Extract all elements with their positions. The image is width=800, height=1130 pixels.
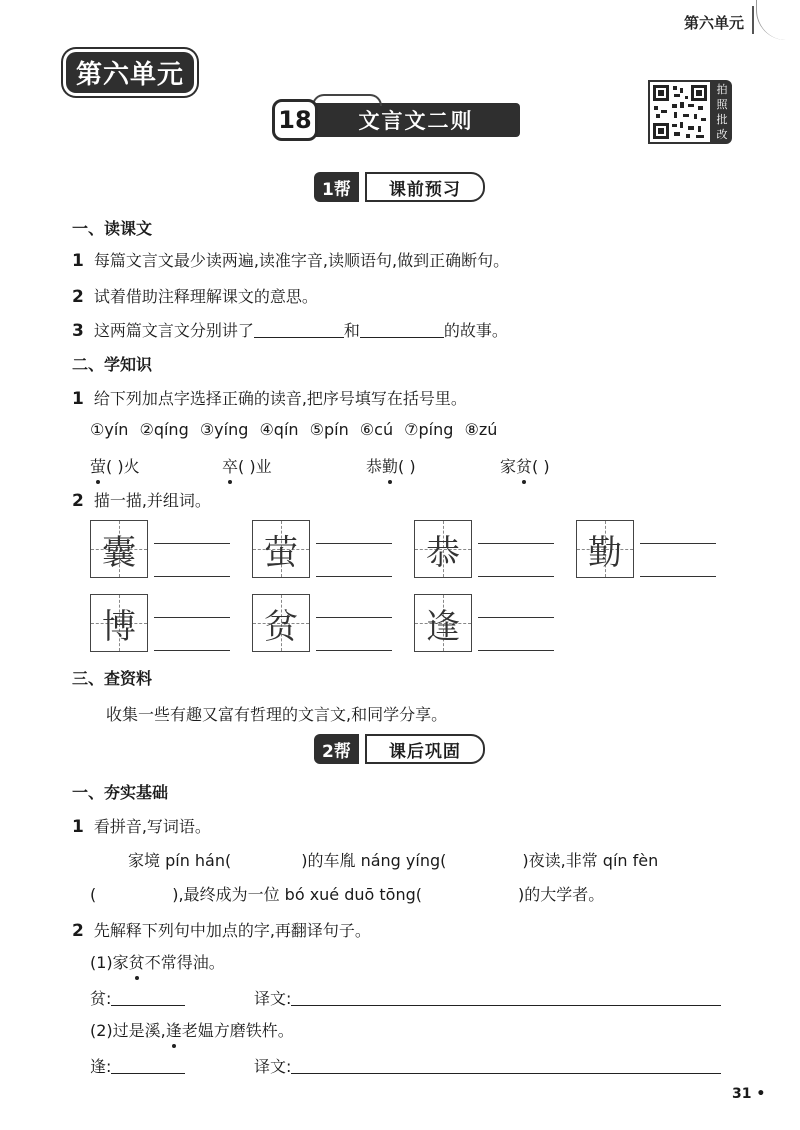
page-number: 31 • [732,1086,766,1102]
answer-blank[interactable] [254,322,344,338]
translation-blank[interactable] [291,990,721,1006]
section-badge-review [314,734,485,764]
lesson-number: 18 [272,99,318,141]
badge-label: 课后巩固 [365,734,485,764]
write-line[interactable] [640,543,716,544]
write-line[interactable] [154,543,230,544]
book-icon [312,94,382,106]
sentence-item: (2)过是溪,逢老媪方磨铁杵。 [90,1018,294,1041]
question-line: 1 每篇文言文最少读两遍,读准字音,读顺语句,做到正确断句。 [72,251,510,271]
task-text: 收集一些有趣又富有哲理的文言文,和同学分享。 [106,705,448,724]
section-heading: 一、夯实基础 [72,783,169,802]
photo-grading-tag: 拍照批改 [712,80,732,144]
write-line[interactable] [478,543,554,544]
answer-blank[interactable] [111,990,185,1006]
question-line: 2 描一描,并组词。 [72,491,211,511]
write-line[interactable] [478,617,554,618]
write-line[interactable] [316,650,392,651]
tracing-box[interactable]: 博 [90,594,148,652]
translation-blank[interactable] [291,1058,721,1074]
unit-title: 第六单元 [66,52,194,93]
pinyin-line: ( ),最终成为一位 bó xué duō tōng( )的大学者。 [90,885,605,904]
section-heading: 一、读课文 [72,219,153,238]
badge-label: 课前预习 [365,172,485,202]
question-line: 1 给下列加点字选择正确的读音,把序号填写在括号里。 [72,389,467,409]
write-line[interactable] [316,617,392,618]
badge-number: 1帮 [314,172,359,202]
section-badge-preview [314,172,485,202]
write-line[interactable] [316,543,392,544]
tracing-box[interactable]: 勤 [576,520,634,578]
write-line[interactable] [316,576,392,577]
sentence-item: (1)家贫不常得油。 [90,950,225,973]
word-item: 萤( )火 [90,454,140,477]
question-line: 1 看拼音,写词语。 [72,817,211,837]
question-line: 2 先解释下列句中加点的字,再翻译句子。 [72,921,371,941]
write-line[interactable] [478,650,554,651]
page-corner-decoration [756,0,800,40]
answer-blank[interactable] [360,322,444,338]
word-item: 恭勤( ) [366,454,416,477]
write-line[interactable] [154,650,230,651]
tracing-box[interactable]: 囊 [90,520,148,578]
answer-row: 译文: [254,986,721,1009]
write-line[interactable] [640,576,716,577]
section-heading: 二、学知识 [72,355,153,374]
badge-number: 2帮 [314,734,359,764]
header-divider [752,6,754,34]
tracing-box[interactable]: 贫 [252,594,310,652]
pinyin-options: ①yín ②qíng ③yíng ④qín ⑤pín ⑥cú ⑦píng ⑧zú [90,420,498,439]
lesson-title: 文言文二则 [312,103,520,137]
word-item: 家贫( ) [500,454,550,477]
unit-label: 第六单元 [683,14,744,32]
tracing-box[interactable]: 萤 [252,520,310,578]
write-line[interactable] [154,576,230,577]
question-line: 3 这两篇文言文分别讲了 和 的故事。 [72,321,508,341]
write-line[interactable] [154,617,230,618]
tracing-box[interactable]: 逢 [414,594,472,652]
pinyin-line: 家境 pín hán( )的车胤 náng yíng( )夜读,非常 qín fèn [128,851,659,870]
word-item: 卒( )业 [222,454,272,477]
section-heading: 三、查资料 [72,669,153,688]
question-line: 2 试着借助注释理解课文的意思。 [72,287,318,307]
answer-row: 贫: [90,986,185,1009]
tracing-box[interactable]: 恭 [414,520,472,578]
qr-code-icon[interactable] [648,80,712,144]
answer-blank[interactable] [111,1058,185,1074]
answer-row: 译文: [254,1054,721,1077]
answer-row: 逢: [90,1054,185,1077]
write-line[interactable] [478,576,554,577]
lesson-banner [272,100,520,140]
